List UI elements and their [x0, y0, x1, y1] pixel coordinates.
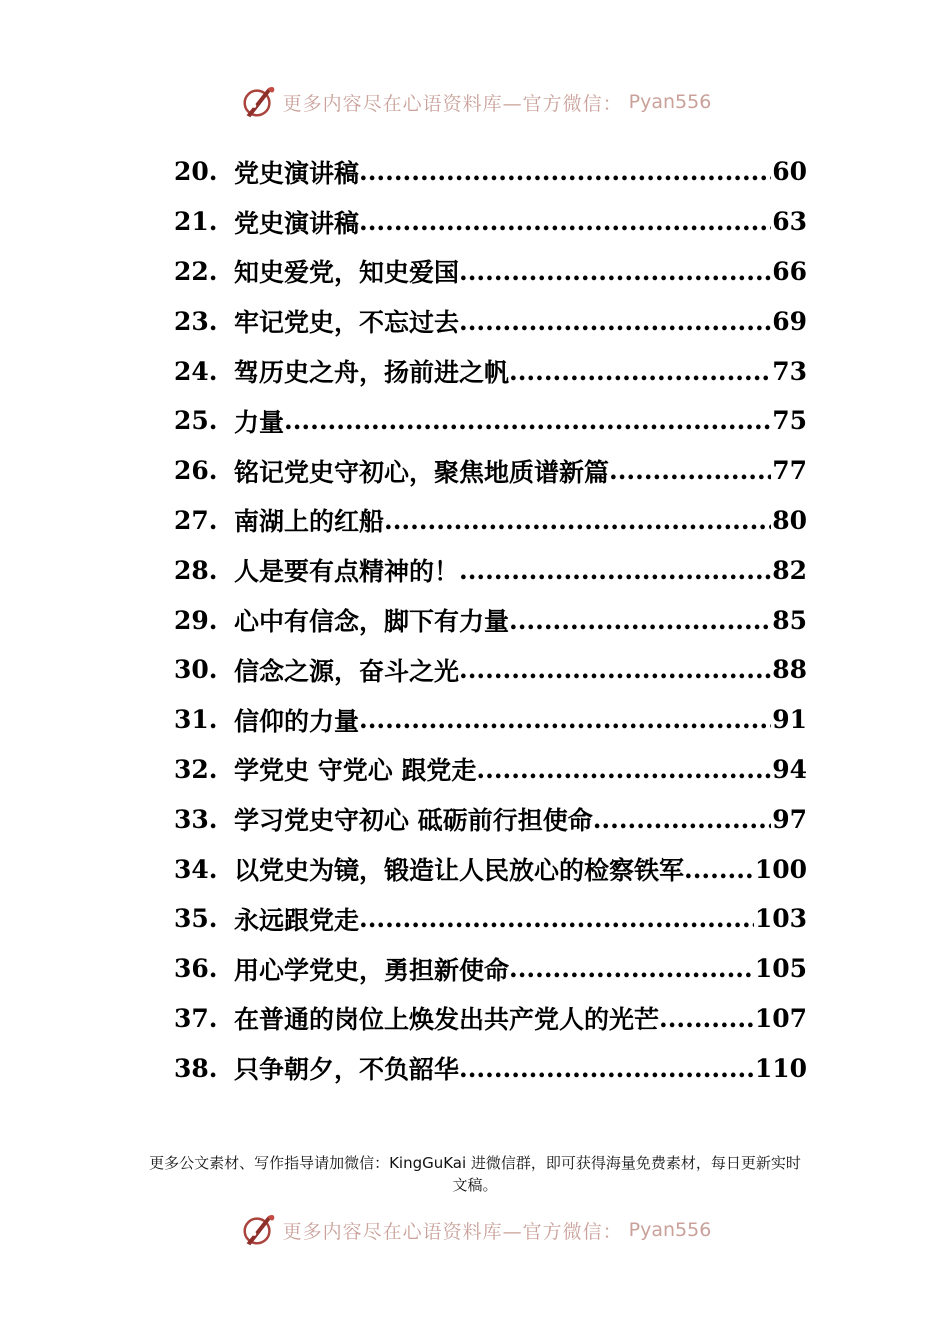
toc-entry[interactable] [174, 496, 807, 546]
toc-entry[interactable] [174, 894, 807, 944]
toc-entry[interactable] [174, 545, 807, 595]
toc-entry-page: 110 [754, 1053, 807, 1083]
toc-entry-number: 33. [174, 804, 218, 834]
toc-entry-page: 105 [754, 954, 807, 984]
toc-entry-title: 南湖上的红船 [234, 507, 385, 537]
banner-wechat-id: Pyan556 [628, 91, 712, 113]
toc-entry[interactable] [174, 197, 807, 247]
toc-entry-number: 30. [174, 655, 218, 685]
toc-entry-page: 66 [772, 256, 807, 286]
toc-entry-title: 只争朝夕，不负韶华 [234, 1055, 460, 1085]
toc-entry-number: 38. [174, 1053, 218, 1083]
toc-entry[interactable] [174, 745, 807, 795]
toc-dot-leader [684, 855, 754, 884]
banner-wechat-id: Pyan556 [628, 1219, 712, 1241]
toc-dot-leader [593, 805, 771, 834]
toc-entry-number: 35. [174, 904, 218, 934]
toc-entry-page: 82 [772, 555, 807, 585]
toc-entry[interactable] [174, 296, 807, 346]
toc-entry[interactable] [174, 446, 807, 496]
toc-dot-leader [509, 954, 754, 983]
toc-entry[interactable] [174, 844, 807, 894]
toc-entry-title: 学党史 守党心 跟党走 [234, 756, 477, 786]
toc-dot-leader [459, 1054, 754, 1083]
toc-entry-number: 23. [174, 306, 218, 336]
toc-entry-number: 36. [174, 954, 218, 984]
toc-entry-number: 25. [174, 406, 218, 436]
toc-entry-title: 心中有信念，脚下有力量 [234, 607, 510, 637]
toc-dot-leader [459, 556, 771, 585]
toc-entry-page: 103 [754, 904, 807, 934]
toc-entry-page: 94 [772, 754, 807, 784]
toc-entry-title: 用心学党史，勇担新使命 [234, 955, 510, 985]
toc-entry-number: 32. [174, 754, 218, 784]
quill-pen-logo-icon [239, 1211, 277, 1249]
header-banner [0, 80, 950, 124]
toc-entry-page: 80 [772, 505, 807, 535]
toc-entry-number: 28. [174, 555, 218, 585]
toc-dot-leader [659, 1004, 754, 1033]
toc-dot-leader [459, 307, 771, 336]
toc-entry-title: 人是要有点精神的！ [234, 557, 460, 587]
toc-dot-leader [359, 904, 754, 933]
footer-banner-content [239, 1211, 712, 1249]
toc-entry-page: 91 [772, 705, 807, 735]
toc-dot-leader [359, 705, 771, 734]
toc-entry-page: 63 [772, 207, 807, 237]
toc-dot-leader [284, 406, 771, 435]
toc-entry-title: 信仰的力量 [234, 706, 360, 736]
toc-entry-page: 85 [772, 605, 807, 635]
toc-entry-title: 牢记党史，不忘过去 [234, 308, 460, 338]
toc-entry-page: 97 [772, 804, 807, 834]
table-of-contents [174, 147, 807, 1093]
toc-entry[interactable] [174, 994, 807, 1044]
toc-dot-leader [509, 357, 771, 386]
toc-entry-page: 88 [772, 655, 807, 685]
toc-entry-number: 37. [174, 1003, 218, 1033]
toc-dot-leader [609, 456, 771, 485]
toc-entry-title: 驾历史之舟，扬前进之帆 [234, 358, 510, 388]
toc-entry[interactable] [174, 247, 807, 297]
banner-slogan: 更多内容尽在心语资料库—官方微信： [282, 1220, 623, 1243]
toc-entry[interactable] [174, 595, 807, 645]
toc-entry-number: 24. [174, 356, 218, 386]
toc-entry-title: 以党史为镜，锻造让人民放心的检察铁军 [234, 856, 685, 886]
header-banner-content [239, 83, 712, 121]
toc-entry[interactable] [174, 645, 807, 695]
toc-entry-number: 31. [174, 705, 218, 735]
toc-entry[interactable] [174, 147, 807, 197]
toc-entry-title: 铭记党史守初心，聚焦地质谱新篇 [234, 457, 610, 487]
toc-entry-page: 100 [754, 854, 807, 884]
toc-dot-leader [359, 207, 771, 236]
toc-dot-leader [476, 755, 771, 784]
toc-entry-page: 60 [772, 157, 807, 187]
toc-dot-leader [509, 606, 771, 635]
toc-entry-title: 力量 [234, 407, 285, 437]
toc-entry-number: 27. [174, 505, 218, 535]
toc-entry[interactable] [174, 346, 807, 396]
toc-entry-title: 学习党史守初心 砥砺前行担使命 [234, 806, 593, 836]
toc-entry-number: 22. [174, 256, 218, 286]
footer-note: 更多公文素材、写作指导请加微信：KingGuKai 进微信群，即可获得海量免费素材，每日更新实时文稿。 [149, 1154, 801, 1194]
toc-entry-title: 在普通的岗位上焕发出共产党人的光芒 [234, 1005, 660, 1035]
toc-entry[interactable] [174, 944, 807, 994]
banner-slogan: 更多内容尽在心语资料库—官方微信： [282, 92, 623, 115]
toc-entry[interactable] [174, 1043, 807, 1093]
toc-entry-page: 75 [772, 406, 807, 436]
toc-entry-title: 知史爱党，知史爱国 [234, 258, 460, 288]
toc-dot-leader [359, 157, 771, 186]
toc-entry[interactable] [174, 794, 807, 844]
toc-entry-title: 党史演讲稿 [234, 158, 360, 188]
toc-dot-leader [459, 257, 771, 286]
toc-entry-number: 20. [174, 157, 218, 187]
toc-entry-page: 73 [772, 356, 807, 386]
quill-pen-logo-icon [239, 83, 277, 121]
toc-entry-page: 77 [772, 456, 807, 486]
toc-entry[interactable] [174, 695, 807, 745]
toc-dot-leader [384, 506, 771, 535]
toc-entry-title: 信念之源，奋斗之光 [234, 656, 460, 686]
toc-entry-number: 21. [174, 207, 218, 237]
toc-entry-page: 69 [772, 306, 807, 336]
toc-entry-number: 26. [174, 456, 218, 486]
footer-banner [0, 1208, 950, 1252]
toc-entry-page: 107 [754, 1003, 807, 1033]
toc-entry-number: 29. [174, 605, 218, 635]
toc-entry-title: 永远跟党走 [234, 905, 360, 935]
toc-entry-number: 34. [174, 854, 218, 884]
toc-entry[interactable] [174, 396, 807, 446]
toc-entry-title: 党史演讲稿 [234, 208, 360, 238]
toc-dot-leader [459, 655, 771, 684]
